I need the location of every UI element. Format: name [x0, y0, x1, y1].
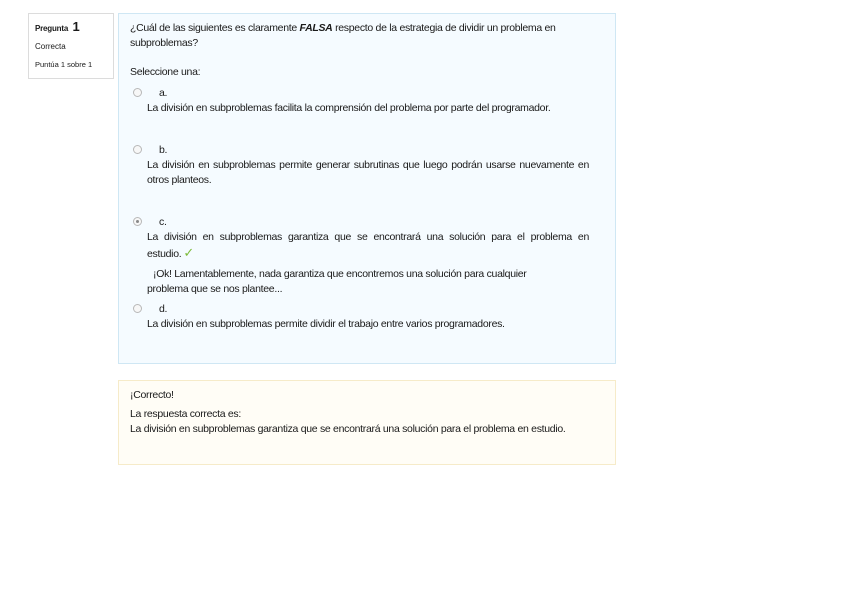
- question-outcome: [118, 380, 616, 465]
- answer-letter-c: c.: [159, 216, 167, 228]
- answer-option-a[interactable]: [133, 86, 589, 116]
- question-number: 1: [72, 19, 80, 34]
- question-number-line: [35, 18, 107, 36]
- question-text: [130, 21, 604, 51]
- answer-option-d[interactable]: [133, 302, 589, 332]
- correct-check-icon: ✓: [183, 245, 194, 260]
- answer-feedback-cont: problema que se nos plantee...: [147, 283, 283, 295]
- radio-button-b[interactable]: [133, 145, 142, 154]
- general-feedback: ¡Correcto!: [130, 389, 174, 401]
- question-text-emphasis: FALSA: [299, 22, 333, 34]
- question-state: Correcta: [35, 42, 66, 51]
- answer-feedback: ¡Ok! Lamentablemente, nada garantiza que encontremos una solución para cualquier: [153, 268, 527, 280]
- radio-button-a[interactable]: [133, 88, 142, 97]
- right-answer-text: La división en subproblemas garantiza que se encontrará una solución para el problema en estudio.: [130, 423, 566, 435]
- answer-letter-b: b.: [159, 144, 168, 156]
- answer-letter-d: d.: [159, 303, 168, 315]
- question-text-end: respecto de la estrategia de dividir un problema en subproblemas?: [130, 22, 556, 49]
- answer-text-c-wrap: [147, 230, 589, 262]
- answer-text-d: La división en subproblemas permite dividir el trabajo entre varios programadores.: [147, 318, 505, 330]
- answer-text-b: La división en subproblemas permite generar subrutinas que luego podrán usarse nuevamente en otros planteos.: [147, 159, 589, 186]
- answer-option-b[interactable]: [133, 143, 589, 188]
- right-answer-label: La respuesta correcta es:: [130, 408, 241, 420]
- answer-text-c: La división en subproblemas garantiza que se encontrará una solución para el problema en estudio.: [147, 231, 589, 260]
- radio-button-c-selected[interactable]: [133, 217, 142, 226]
- question-info-box: [28, 13, 114, 79]
- radio-button-d[interactable]: [133, 304, 142, 313]
- question-formulation: [118, 13, 616, 364]
- answer-option-c[interactable]: [133, 215, 589, 297]
- question-grade: Puntúa 1 sobre 1: [35, 60, 93, 69]
- answer-prompt: Seleccione una:: [130, 66, 201, 78]
- answer-text-a: La división en subproblemas facilita la comprensión del problema por parte del programador.: [147, 102, 551, 114]
- question-label: Pregunta: [35, 24, 69, 33]
- question-text-start: ¿Cuál de las siguientes es claramente: [130, 22, 300, 34]
- answer-letter-a: a.: [159, 87, 168, 99]
